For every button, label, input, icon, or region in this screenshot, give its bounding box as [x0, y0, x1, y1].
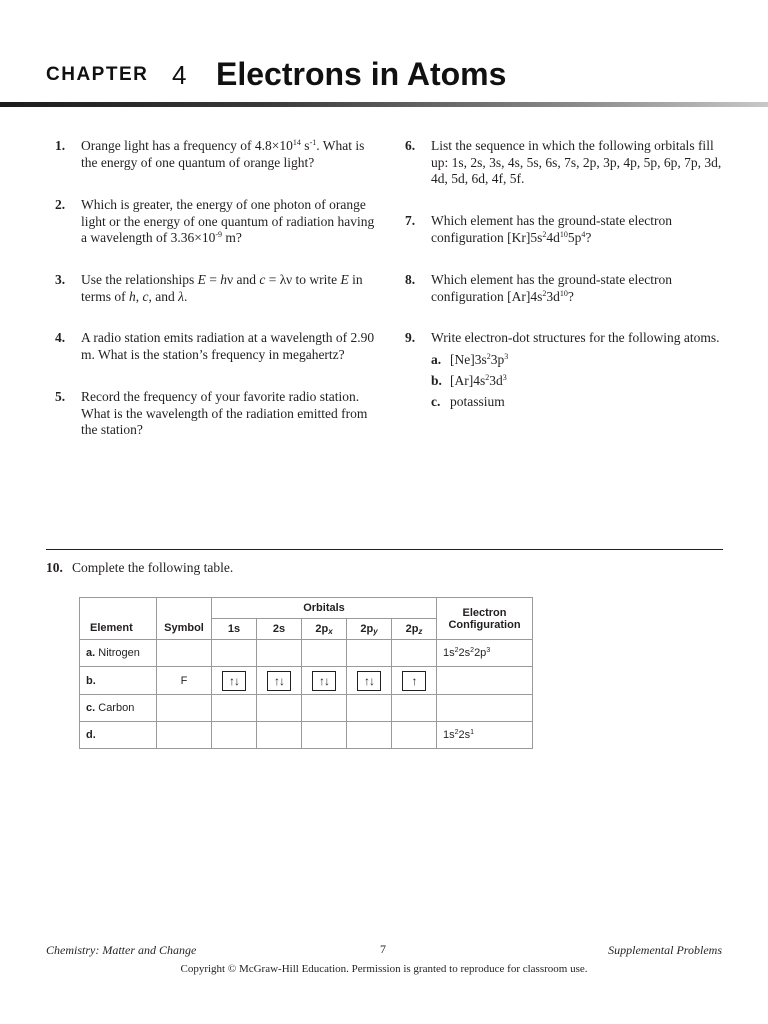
orbital-cell[interactable] [302, 695, 347, 722]
orbital-cell[interactable] [392, 640, 437, 667]
orbital-cell [347, 667, 392, 695]
orbital-cell[interactable] [347, 640, 392, 667]
table-row [80, 695, 533, 722]
header-electron-configuration: Electron Configuration [437, 598, 533, 640]
question-number: 1. [55, 138, 66, 153]
question-text: List the sequence in which the following orbitals fill up: 1s, 2s, 3s, 4s, 5s, 6s, 7s, 2p, 3p, 4p, 5p, 6p, 7p, 3d, 4d, 5d, 6d, 4f, 5f. [431, 138, 722, 186]
header-2py: $2p_y$ [347, 619, 392, 640]
symbol-cell[interactable] [157, 695, 212, 722]
orbital-cell[interactable] [212, 722, 257, 749]
header-orbitals: Orbitals [212, 598, 437, 619]
question-9 [405, 330, 727, 415]
orbital-cell[interactable] [392, 722, 437, 749]
orbital-cell[interactable] [302, 640, 347, 667]
copyright-notice: Copyright © McGraw-Hill Education. Permission is granted to reproduce for classroom use. [180, 963, 588, 975]
orbital-cell[interactable] [302, 722, 347, 749]
orbital-box: ↑↓ [222, 671, 246, 691]
header-1s: 1s [212, 619, 257, 640]
question-text: Complete the following table. [72, 560, 234, 575]
question-number: 7. [405, 213, 416, 228]
question-text: Which element has the ground-state electron configuration $[Kr]5s^24d^{10}5p^4$? [431, 213, 673, 245]
chapter-label: CHAPTER [46, 64, 149, 85]
question-10 [46, 560, 646, 577]
configuration-cell[interactable] [437, 667, 533, 695]
orbital-cell[interactable] [257, 722, 302, 749]
element-cell[interactable]: d. [80, 722, 157, 749]
question-number: 9. [405, 330, 416, 345]
question-6 [405, 138, 727, 188]
question-text: Write electron-dot structures for the following atoms. [431, 330, 720, 345]
element-cell[interactable]: b. [80, 667, 157, 695]
question-text: Use the relationships E = hν and c = λν to write E in terms of h, c, and λ. [81, 272, 363, 304]
question-number: 5. [55, 389, 66, 404]
orbital-cell[interactable] [212, 695, 257, 722]
chapter-number: 4 [172, 60, 187, 90]
question-number: 3. [55, 272, 66, 287]
table-row [80, 722, 533, 749]
orbital-cell[interactable] [257, 695, 302, 722]
orbital-box: ↑↓ [312, 671, 336, 691]
sub-question-list [431, 352, 727, 415]
question-number: 10. [46, 560, 63, 575]
question-number: 4. [55, 330, 66, 345]
orbital-box: ↑↓ [267, 671, 291, 691]
table-row [80, 640, 533, 667]
sub-question-a: a. $[Ne]3s^23p^3$ [431, 351, 509, 367]
header-rule [0, 102, 768, 107]
question-number: 2. [55, 197, 66, 212]
header-2s: 2s [257, 619, 302, 640]
orbital-cell [302, 667, 347, 695]
orbital-cell[interactable] [212, 640, 257, 667]
symbol-cell[interactable] [157, 722, 212, 749]
question-text: Orange light has a frequency of $4.8\times 10^{14}$ $s^{-1}$. What is the energy of one quantum of orange light? [81, 138, 365, 170]
question-number: 6. [405, 138, 416, 153]
orbital-cell [392, 667, 437, 695]
table-header-row [80, 598, 533, 619]
question-text: Record the frequency of your favorite radio station. What is the wavelength of the radiation emitted from the station? [81, 389, 368, 437]
question-1 [55, 138, 377, 171]
configuration-cell[interactable] [437, 695, 533, 722]
orbital-cell [212, 667, 257, 695]
header-symbol: Symbol [157, 598, 212, 640]
question-4 [55, 330, 377, 363]
question-5 [55, 389, 377, 439]
orbital-box: ↑ [402, 671, 426, 691]
symbol-cell: F [157, 667, 212, 695]
orbital-cell[interactable] [347, 722, 392, 749]
orbital-cell[interactable] [347, 695, 392, 722]
footer-book-title: Chemistry: Matter and Change [46, 943, 197, 957]
configuration-cell[interactable]: $1s^22s^22p^3$ [437, 640, 533, 667]
question-2 [55, 197, 377, 247]
symbol-cell[interactable] [157, 640, 212, 667]
orbital-cell[interactable] [392, 695, 437, 722]
element-cell: a. Nitrogen [80, 640, 157, 667]
header-2pz: $2p_z$ [392, 619, 437, 640]
question-number: 8. [405, 272, 416, 287]
question-7 [405, 213, 727, 246]
header-2px: $2p_x$ [302, 619, 347, 640]
page-number: 7 [380, 942, 386, 956]
electron-configuration-table [79, 597, 533, 749]
question-3 [55, 272, 377, 305]
sub-question-c: c. potassium [431, 393, 505, 409]
question-8 [405, 272, 727, 305]
page-title: Electrons in Atoms [216, 56, 507, 92]
orbital-cell [257, 667, 302, 695]
question-text: Which is greater, the energy of one photon of orange light or the energy of one quantum of radiation having a wavelength of $3.36\times 10^{-9}$ m? [81, 197, 375, 245]
table-row [80, 667, 533, 695]
footer-section-title: Supplemental Problems [608, 943, 722, 957]
orbital-cell[interactable] [257, 640, 302, 667]
question-text: Which element has the ground-state electron configuration $[Ar]4s^23d^{10}$? [431, 272, 673, 304]
element-cell: c. Carbon [80, 695, 157, 722]
sub-question-b: b. $[Ar]4s^23d^3$ [431, 372, 507, 388]
header-element: Element [80, 598, 157, 640]
question-text: A radio station emits radiation at a wavelength of 2.90 m. What is the station’s frequency in megahertz? [81, 330, 375, 362]
configuration-cell: $1s^22s^1$ [437, 722, 533, 749]
orbital-box: ↑↓ [357, 671, 381, 691]
section-divider [46, 549, 723, 550]
